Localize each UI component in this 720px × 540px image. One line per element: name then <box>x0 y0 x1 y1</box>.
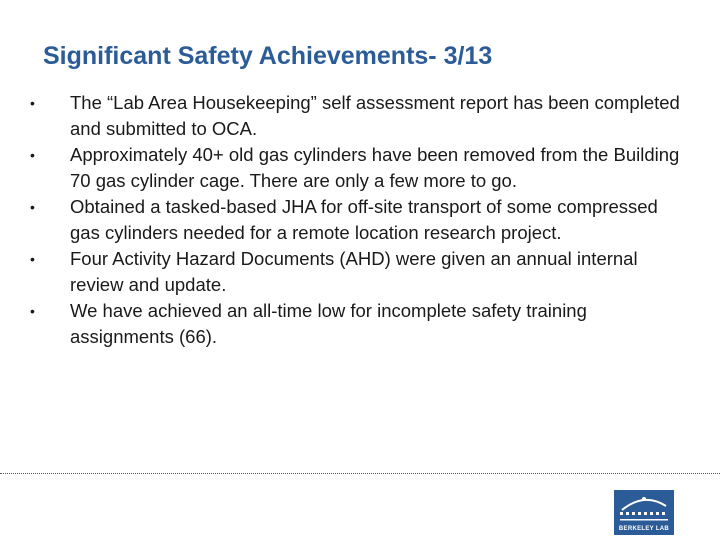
bullet-text: The “Lab Area Housekeeping” self assessment report has been completed and submitted to OCA. <box>70 92 680 139</box>
bullet-text: Four Activity Hazard Documents (AHD) were given an annual internal review and update. <box>70 248 638 295</box>
bullet-item <box>30 194 690 246</box>
bullet-marker: • <box>30 251 35 267</box>
bullet-marker: • <box>30 199 35 215</box>
bullet-item <box>30 298 690 350</box>
footer-divider <box>0 473 720 474</box>
bullet-marker: • <box>30 95 35 111</box>
bullet-text: Approximately 40+ old gas cylinders have been removed from the Building 70 gas cylinder cage. There are only a few more to go. <box>70 144 680 191</box>
bullet-item <box>30 142 690 194</box>
bullet-text: We have achieved an all-time low for incomplete safety training assignments (66). <box>70 300 587 347</box>
bullet-text: Obtained a tasked-based JHA for off-site transport of some compressed gas cylinders needed for a remote location research project. <box>70 196 658 243</box>
bullet-marker: • <box>30 147 35 163</box>
berkeley-lab-logo <box>614 490 674 535</box>
slide-title: Significant Safety Achievements- 3/13 <box>43 42 493 70</box>
bullet-list <box>30 90 690 350</box>
bullet-item <box>30 246 690 298</box>
bullet-item <box>30 90 690 142</box>
logo-text: BERKELEY LAB <box>618 526 670 532</box>
bullet-marker: • <box>30 303 35 319</box>
